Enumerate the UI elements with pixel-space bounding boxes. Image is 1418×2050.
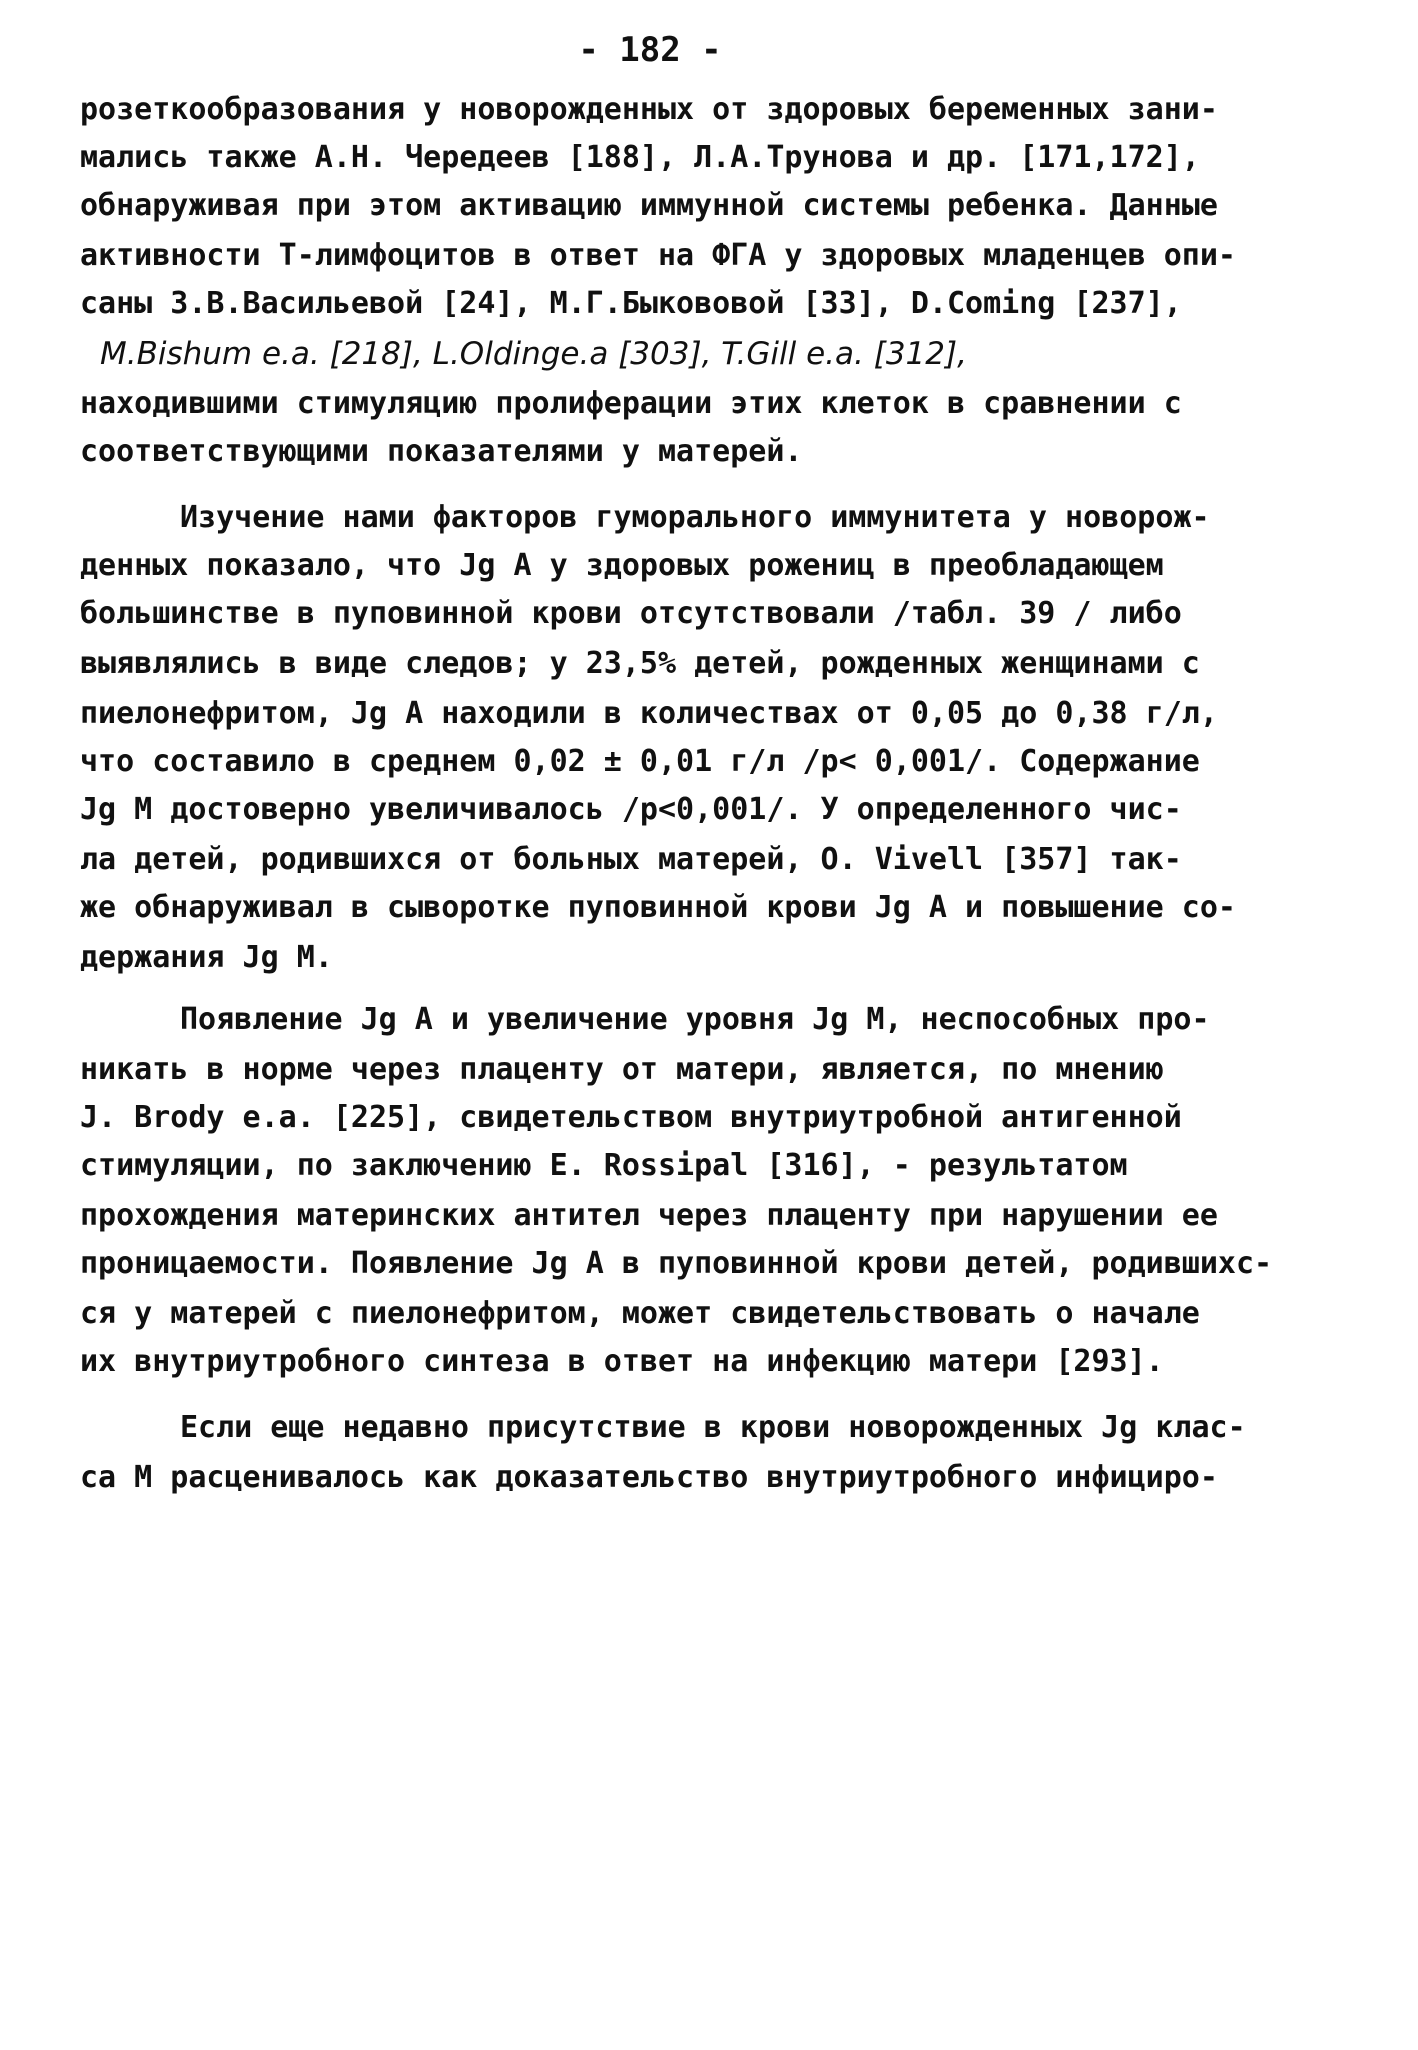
text-line: их внутриутробного синтеза в ответ на инфекцию матери [293]. bbox=[80, 1344, 1164, 1379]
text-line: же обнаруживал в сыворотке пуповинной крови Jg A и повышение со- bbox=[80, 890, 1236, 925]
text-line: что составило в среднем 0,02 ± 0,01 г/л /p< 0,001/. Содержание bbox=[80, 744, 1200, 779]
paragraph-start: Появление Jg A и увеличение уровня Jg M, неспособных про- bbox=[180, 1002, 1210, 1037]
text-line: Jg M достоверно увеличивалось /p<0,001/. У определенного чис- bbox=[80, 792, 1182, 827]
text-line-citations: M.Bishum e.a. [218], L.Oldinge.a [303], T.Gill e.a. [312], bbox=[100, 336, 967, 372]
text-line: ся у матерей с пиелонефритом, может свидетельствовать о начале bbox=[80, 1296, 1200, 1331]
paragraph-start: Если еще недавно присутствие в крови новорожденных Jg клас- bbox=[180, 1410, 1246, 1445]
paragraph-start: Изучение нами факторов гуморального иммунитета у новорож- bbox=[180, 500, 1210, 535]
text-line: выявлялись в виде следов; у 23,5% детей, рожденных женщинами с bbox=[80, 646, 1200, 681]
text-line: стимуляции, по заключению E. Rossipal [316], - результатом bbox=[80, 1148, 1128, 1183]
text-line: прохождения материнских антител через плаценту при нарушении ее bbox=[80, 1198, 1218, 1233]
text-line: проницаемости. Появление Jg A в пуповинной крови детей, родившихс- bbox=[80, 1246, 1273, 1281]
text-line: денных показало, что Jg A у здоровых рожениц в преобладающем bbox=[80, 548, 1164, 583]
text-line: большинстве в пуповинной крови отсутствовали /табл. 39 / либо bbox=[80, 596, 1182, 631]
text-line: саны З.В.Васильевой [24], М.Г.Быкововой [33], D.Coming [237], bbox=[80, 286, 1182, 321]
text-line: са M расценивалось как доказательство внутриутробного инфициро- bbox=[80, 1460, 1218, 1495]
text-line: находившими стимуляцию пролиферации этих клеток в сравнении с bbox=[80, 386, 1182, 421]
text-line: никать в норме через плаценту от матери, является, по мнению bbox=[80, 1052, 1164, 1087]
text-line: ла детей, родившихся от больных матерей, O. Vivell [357] так- bbox=[80, 842, 1182, 877]
text-line: активности Т-лимфоцитов в ответ на ФГА у здоровых младенцев опи- bbox=[80, 238, 1236, 273]
text-line: J. Brody e.a. [225], свидетельством внутриутробной антигенной bbox=[80, 1100, 1182, 1135]
text-line: обнаруживая при этом активацию иммунной системы ребенка. Данные bbox=[80, 188, 1218, 223]
page-number: - 182 - bbox=[578, 30, 722, 70]
text-line: розеткообразования у новорожденных от здоровых беременных зани- bbox=[80, 92, 1218, 127]
text-line: мались также А.Н. Чередеев [188], Л.А.Трунова и др. [171,172], bbox=[80, 140, 1200, 175]
text-line: пиелонефритом, Jg A находили в количествах от 0,05 до 0,38 г/л, bbox=[80, 696, 1218, 731]
text-line: держания Jg M. bbox=[80, 940, 333, 975]
text-line: соответствующими показателями у матерей. bbox=[80, 434, 803, 469]
